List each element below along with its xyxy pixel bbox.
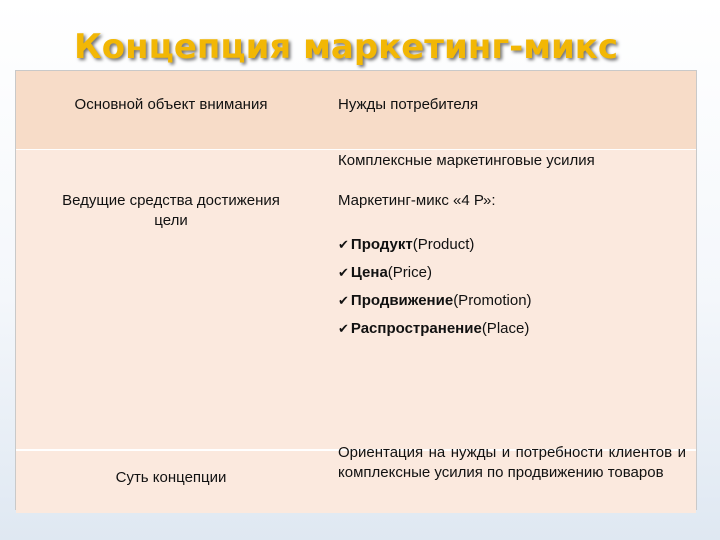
marketing-mix-heading: Маркетинг-микс «4 Р»: [338,192,496,209]
list-item-product [338,236,474,253]
row-value-cell [326,71,696,149]
item-english: (Price) [387,264,432,281]
check-bullet-icon: ✔ [338,293,349,308]
slide-title: Концепция маркетинг-микс [74,27,619,67]
list-item-place [338,320,529,337]
check-bullet-icon: ✔ [338,321,349,336]
list-item-price [338,264,432,281]
row-label [16,191,326,231]
check-bullet-icon: ✔ [338,265,349,280]
row-label-cell [16,71,326,149]
row-value-cell [326,444,696,513]
table-row-means [16,149,696,450]
list-item-promotion [338,292,532,309]
item-english: (Promotion) [453,292,532,309]
row-label: Основной объект внимания [74,96,268,113]
row-label-line: цели [154,212,188,229]
row-value: Ориентация на нужды и потребности клиентов и комплексные усилия по продвижению товаров [338,444,686,481]
efforts-text: Комплексные маркетинговые усилия [338,152,595,169]
row-value: Нужды потребителя [338,96,479,113]
item-english: (Place) [481,320,530,337]
concept-table [15,70,697,510]
item-name: Продукт [350,236,413,253]
item-name: Цена [350,264,388,281]
item-english: (Product) [412,236,475,253]
table-row-focus [16,71,696,149]
table-row-essence [16,444,696,513]
row-value-cell [326,150,696,450]
item-name: Продвижение [350,292,454,309]
row-label-line: Ведущие средства достижения [62,192,280,209]
row-label-cell [16,150,326,450]
row-label-cell [16,451,326,513]
row-label: Суть концепции [115,469,227,486]
item-name: Распространение [350,320,482,337]
check-bullet-icon: ✔ [338,237,349,252]
